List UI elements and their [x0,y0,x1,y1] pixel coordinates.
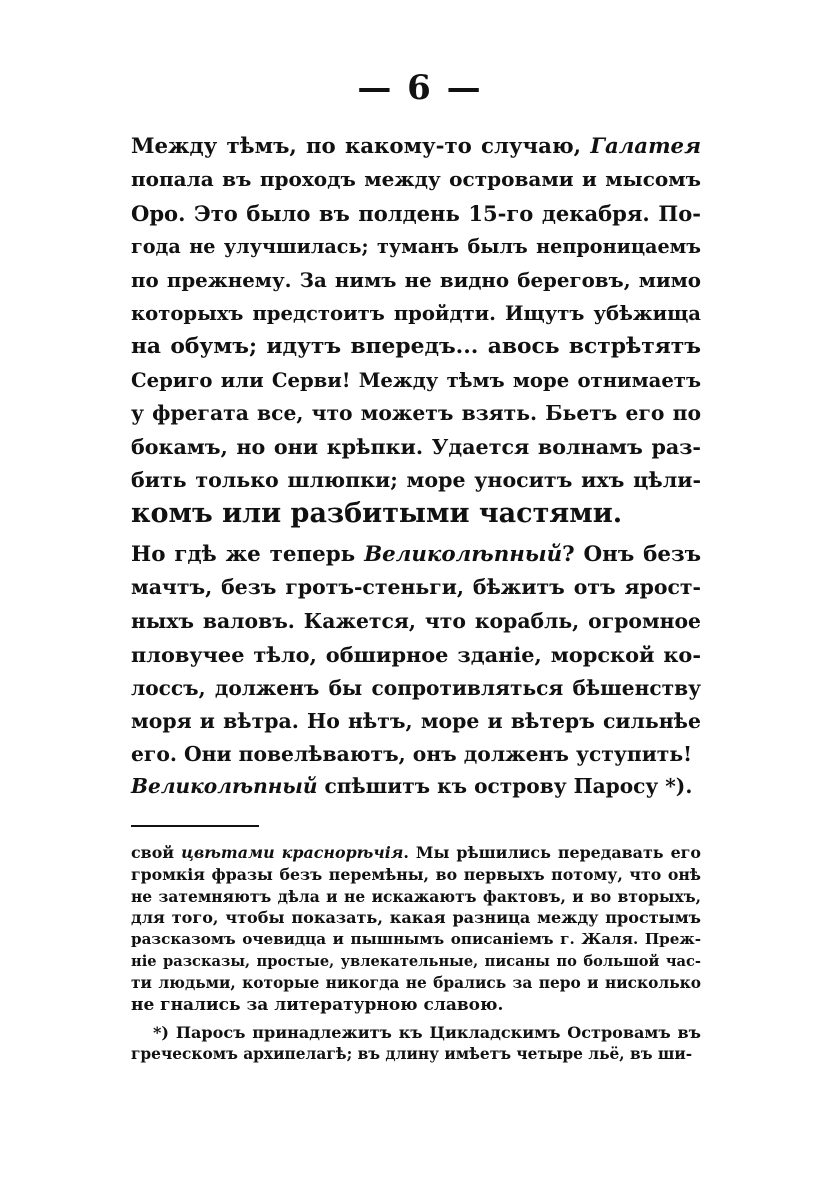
text-line [131,497,701,530]
italic-text-run: цвѣтами краснорѣчiя [181,843,404,862]
text-run: не гнались за литературною славою. [131,994,504,1015]
text-line [131,397,701,430]
footnote-paros [131,1022,701,1066]
text-run: . Мы рѣшились передавать его [403,843,701,862]
italic-text-run: Галатея [590,134,701,159]
text-line [131,264,701,297]
text-run: бокамъ, но они крѣпки. Удается волнамъ раз- [131,434,701,459]
text-run: ти людьми, которые никогда не брались за перо и нисколько [131,973,701,992]
text-line [131,163,701,196]
text-run: Между тѣмъ, по какому-то случаю, [131,134,591,159]
text-line [131,842,701,864]
text-run: ? Онъ безъ [562,542,701,567]
text-run: греческомъ архипелагѣ; въ длину имѣетъ четыре льё, въ ши- [131,1044,693,1063]
text-run: мачтъ, безъ гротъ-стеньги, бѣжитъ отъ ярост- [131,575,701,600]
text-run: ныхъ валовъ. Кажется, что корабль, огромное [131,608,701,633]
text-run: попала въ проходъ между островами и мысомъ [131,167,701,192]
footnote-continuation [131,842,701,1016]
text-line [131,929,701,951]
text-line [131,605,701,638]
text-run: года не улучшилась; туманъ былъ непроницаемъ [131,235,701,259]
italic-text-run: Великолѣпный [364,542,563,567]
text-line [131,297,701,330]
text-run: не затемняютъ дѣла и не искажаютъ фактовъ, и во вторыхъ, [131,886,701,906]
paragraph-2 [131,538,701,772]
text-line [131,1022,701,1044]
text-run: для того, чтобы показать, какая разница между простымъ [131,908,701,928]
text-line [131,130,701,163]
text-run: нiе разсказы, простые, увлекательные, писаны по большой час- [131,952,701,970]
paragraph-3 [131,770,701,803]
text-line [131,995,701,1017]
text-run: бить только шлюпки; море уноситъ ихъ цѣли- [131,467,701,492]
text-run: спѣшитъ къ острову Паросу *). [317,774,693,798]
text-run: пловучее тѣло, обширное зданiе, морской ко- [131,642,701,668]
text-line [131,330,701,363]
text-run: Оро. Это было въ полдень 15-го декабря. По- [131,200,701,226]
paragraph-1 [131,130,701,531]
text-line [131,1044,701,1066]
text-line [131,886,701,908]
footnote-separator [131,825,259,827]
text-line [131,638,701,671]
text-line [131,705,701,738]
page-number: — 6 — [357,68,483,108]
italic-text-run: Великолѣпный [131,774,318,798]
text-run: Но гдѣ же теперь [131,542,365,567]
text-line [131,951,701,973]
text-line [131,672,701,705]
text-run: свой [131,843,182,862]
text-run: Сериго или Серви! Между тѣмъ море отнимаетъ [131,368,701,392]
text-line [131,364,701,397]
text-run: комъ или разбитыми частями. [131,498,623,530]
text-run: которыхъ предстоитъ пройдти. Ищутъ убѣжища [131,301,701,325]
text-line [131,907,701,929]
text-run: *) Паросъ принадлежитъ къ Цикладскимъ Островамъ въ [153,1023,701,1042]
text-run: на обумъ; идутъ впередъ... авось встрѣтятъ [131,334,701,360]
text-line [131,197,701,230]
text-line [131,738,701,771]
text-run: громкiя фразы безъ перемѣны, во первыхъ потому, что онѣ [131,864,701,884]
text-line [131,538,701,571]
text-line [131,770,701,803]
text-line [131,973,701,995]
text-line [131,864,701,886]
text-run: моря и вѣтра. Но нѣтъ, море и вѣтеръ сильнѣе [131,708,701,733]
text-line [131,571,701,604]
text-run: по прежнему. За нимъ не видно береговъ, мимо [131,267,701,292]
text-line [131,431,701,464]
text-run: его. Они повелѣваютъ, онъ долженъ уступить! [131,742,692,767]
text-run: разсказомъ очевидца и пышнымъ описанiемъ г. Жаля. Преж- [131,930,701,949]
text-run: лоссъ, долженъ бы сопротивляться бѣшенству [131,675,701,700]
text-line [131,230,701,263]
text-line [131,464,701,497]
text-run: у фрегата все, что можетъ взять. Бьетъ его по [131,401,701,426]
